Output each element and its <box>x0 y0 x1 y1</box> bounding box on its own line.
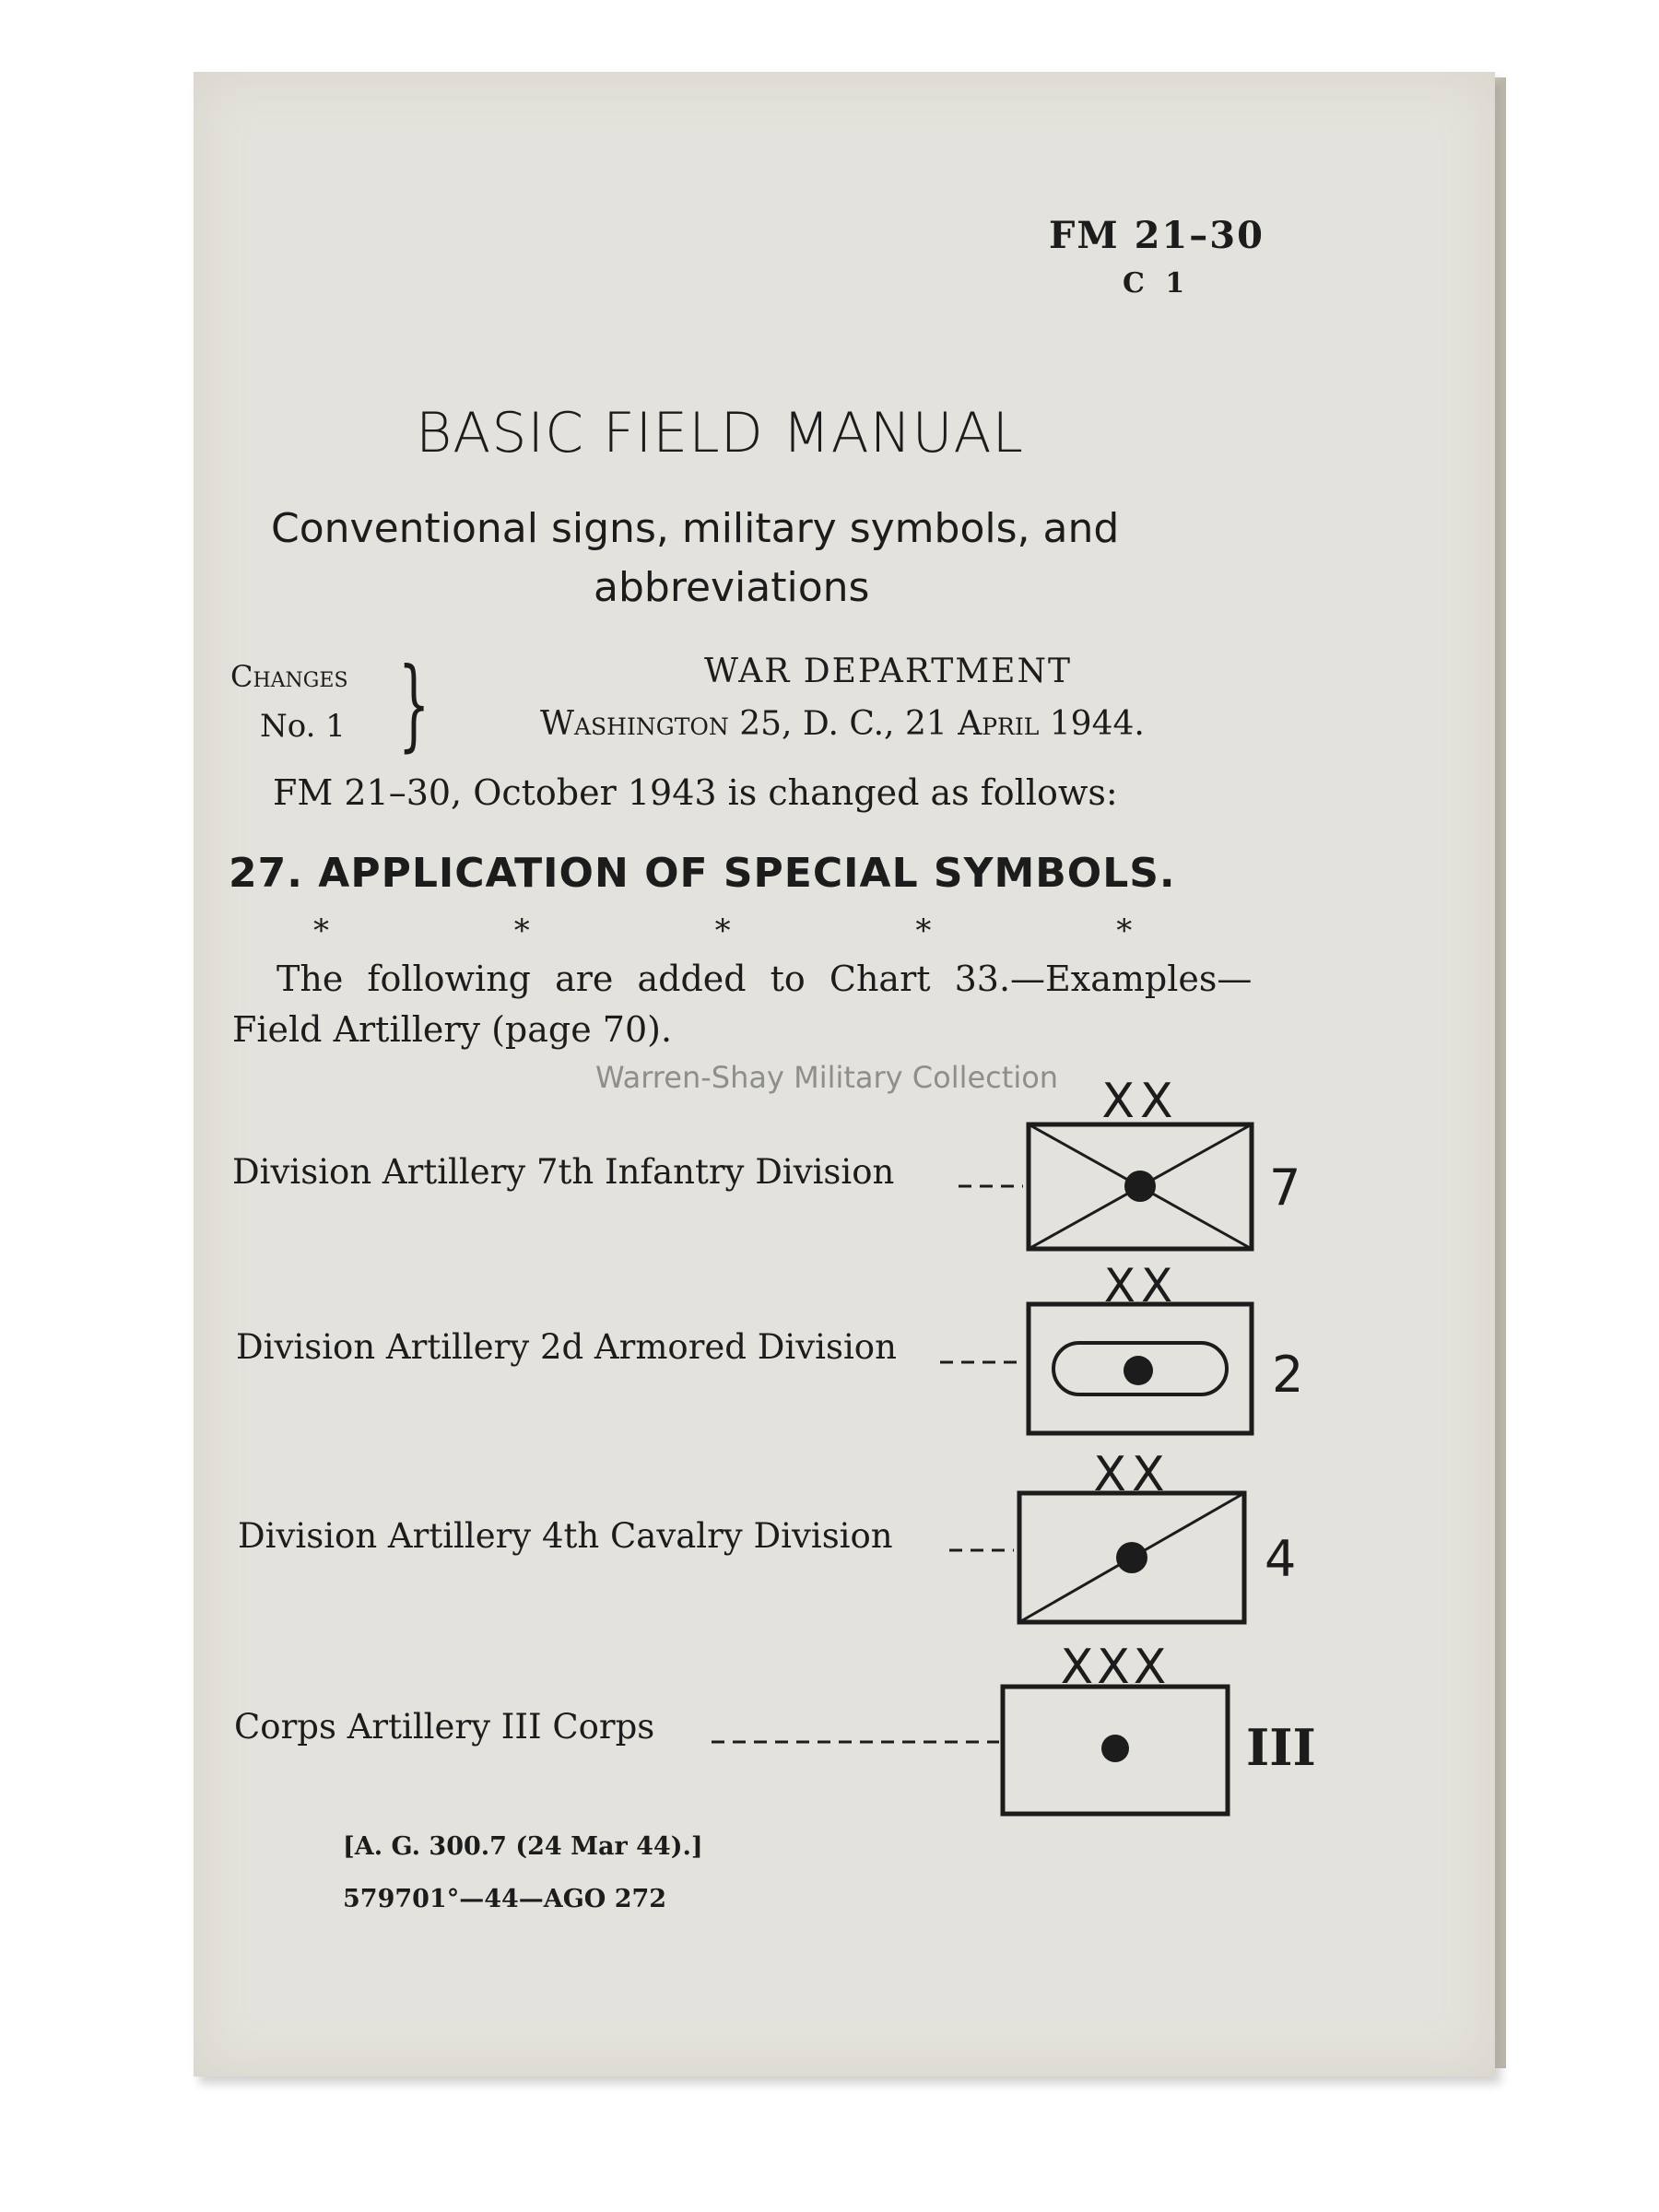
department-name: WAR DEPARTMENT <box>704 653 1072 690</box>
section-heading: 27. APPLICATION OF SPECIAL SYMBOLS. <box>229 850 1176 897</box>
doc-number: FM 21–30 <box>1049 214 1265 257</box>
paragraph-line-1: The following are added to Chart 33.—Examples— <box>276 959 1253 999</box>
leader-lines <box>712 1186 1023 1742</box>
designation-4: III <box>1246 1718 1316 1777</box>
designation-1: 7 <box>1269 1159 1301 1217</box>
symbol-label-1: Division Artillery 7th Infantry Division <box>232 1152 895 1192</box>
corps-artillery-symbol <box>1003 1687 1228 1814</box>
intro-line: FM 21–30, October 1943 is changed as follows: <box>273 772 1118 813</box>
size-marks-3: XX <box>1093 1447 1171 1502</box>
changes-number: No. 1 <box>260 708 346 745</box>
watermark: Warren-Shay Military Collection <box>595 1060 1059 1095</box>
symbol-label-4: Corps Artillery III Corps <box>234 1707 655 1747</box>
infantry-division-artillery-symbol <box>1029 1124 1252 1249</box>
page-title: BASIC FIELD MANUAL <box>416 401 1024 465</box>
paragraph-line-2: Field Artillery (page 70). <box>232 1009 673 1050</box>
symbol-label-2: Division Artillery 2d Armored Division <box>236 1327 897 1367</box>
subtitle-line-2: abbreviations <box>594 564 870 611</box>
designation-2: 2 <box>1272 1346 1304 1404</box>
size-marks-4: XXX <box>1060 1640 1171 1695</box>
subtitle-line-1: Conventional signs, military symbols, and <box>271 505 1120 552</box>
size-marks-1: XX <box>1101 1074 1179 1129</box>
symbol-label-3: Division Artillery 4th Cavalry Division <box>238 1516 893 1556</box>
change-code: C 1 <box>1123 267 1191 300</box>
size-marks-2: XX <box>1103 1259 1179 1312</box>
cavalry-division-artillery-symbol <box>1019 1493 1244 1622</box>
changes-label: Changes <box>230 659 348 694</box>
ag-reference: [A. G. 300.7 (24 Mar 44).] <box>343 1832 703 1861</box>
department-place-date: Washington 25, D. C., 21 April 1944. <box>540 705 1145 743</box>
print-code: 579701°—44—AGO 272 <box>343 1885 667 1913</box>
omission-stars: * * * * * <box>313 912 1133 949</box>
brace-glyph: } <box>398 647 430 762</box>
designation-3: 4 <box>1265 1530 1297 1588</box>
armored-division-artillery-symbol <box>1029 1304 1252 1433</box>
